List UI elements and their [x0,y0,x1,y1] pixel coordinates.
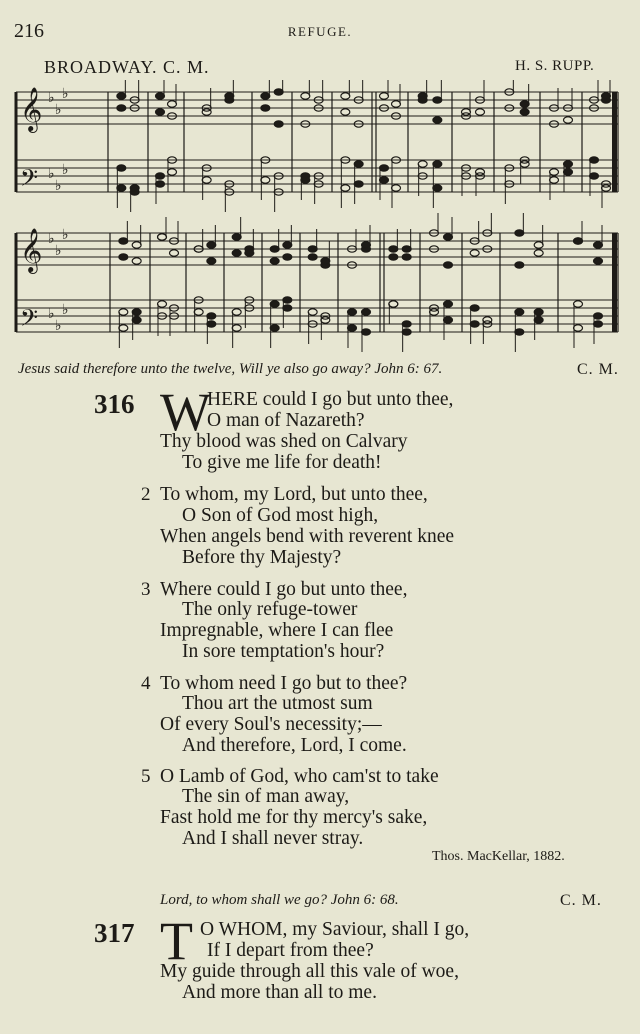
note-head [380,177,389,183]
hymn-316-s1-line3: Thy blood was shed on Calvary [160,431,408,452]
hymn-316-s4-number: 4 [141,673,151,694]
hymn-316-s4-line3: Of every Soul's necessity;— [160,714,382,735]
hymn-317-s1-line4: And more than all to me. [182,982,377,1003]
note-head [534,242,543,248]
note-head [470,321,479,327]
note-head [194,309,203,315]
note-head [380,165,389,171]
note-head [308,254,317,260]
note-head [520,109,529,115]
hymn-316-s5-line4: And I shall never stray. [182,828,364,849]
note-head [283,254,292,260]
note-head [168,169,177,175]
note-head [270,258,279,264]
note-head [283,242,292,248]
note-head [430,309,439,315]
hymn-317-s1-line3: My guide through all this vale of woe, [160,961,459,982]
note-head [270,301,279,307]
note-head [207,313,216,319]
note-head [444,234,453,240]
hymn-316-s2-line2: O Son of God most high, [182,505,379,526]
note-head [132,317,141,323]
note-head [534,309,543,315]
note-head [444,301,453,307]
note-head [444,317,453,323]
note-head [341,109,350,115]
note-head [550,169,559,175]
note-head [341,93,350,99]
tune-name: BROADWAY. C. M. [44,57,210,77]
note-head [261,105,270,111]
flat-sign: ♭ [55,178,62,194]
hymn-317-s1-line1-rest: , my Saviour, shall I go, [282,919,470,940]
note-head [389,254,398,260]
note-head [132,242,141,248]
note-head [574,325,583,331]
hymn-316-s1-line2: O man of Nazareth? [207,410,365,431]
note-head [117,185,126,191]
hymn-316-s1-line1-rest: could I go but unto thee, [257,389,454,410]
note-head [170,250,179,256]
note-head [389,246,398,252]
note-head [270,246,279,252]
flat-sign: ♭ [48,166,55,182]
hymn-316-attribution: Thos. MacKellar, 1882. [432,849,565,864]
note-head [270,325,279,331]
note-head [117,105,126,111]
note-head [156,93,165,99]
note-head [362,309,371,315]
note-head [362,242,371,248]
note-head [119,254,128,260]
note-head [261,93,270,99]
final-barline [612,92,617,192]
note-head [119,309,128,315]
flat-sign: ♭ [62,162,69,178]
note-head [380,93,389,99]
note-head [515,309,524,315]
note-head [392,185,401,191]
hymn-317-s1-line2: If I depart from thee? [207,940,374,961]
note-head [418,97,427,103]
note-head [132,309,141,315]
note-head [433,185,442,191]
hymn-316-s3-line1: Where could I go but unto thee, [160,579,408,600]
flat-sign: ♭ [55,102,62,118]
hymn-316-number: 316 [94,389,135,419]
note-head [402,254,411,260]
flat-sign: ♭ [62,302,69,318]
note-head [602,93,611,99]
note-head [402,246,411,252]
note-head [564,117,573,123]
note-head [158,301,167,307]
note-head [283,297,292,303]
hymn-316-s4-line4: And therefore, Lord, I come. [182,735,407,756]
hymn-316-s3-number: 3 [141,579,151,600]
final-barline [612,233,617,332]
note-head [348,325,357,331]
hymn-317-drop-cap: T [160,911,193,971]
note-head [202,109,211,115]
composer: H. S. RUPP. [515,58,595,74]
hymn-316-s2-number: 2 [141,484,151,505]
note-head [433,117,442,123]
note-head [341,185,350,191]
note-head [274,121,283,127]
hymn-317-s1-smallcaps: O WHOM [200,919,283,940]
note-head [594,242,603,248]
hymn-316-s5-line2: The sin of man away, [182,786,350,807]
flat-sign: ♭ [55,318,62,334]
note-head [301,93,310,99]
note-head [158,234,167,240]
note-head [283,305,292,311]
note-head [308,309,317,315]
hymn-317-epigraph: Lord, to whom shall we go? John 6: 68. [160,892,399,908]
note-head [574,238,583,244]
note-head [245,250,254,256]
hymn-316-s1-line1 [207,389,453,411]
note-head [476,169,485,175]
treble-clef: 𝄞 [20,228,43,272]
note-head [564,169,573,175]
note-head [225,93,234,99]
note-head [117,165,126,171]
note-head [483,317,492,323]
note-head [402,329,411,335]
note-head [354,161,363,167]
hymn-316-s3-line2: The only refuge-tower [182,599,358,620]
note-head [433,161,442,167]
note-head [462,109,471,115]
hymn-316-s5-line1: O Lamb of God, who cam'st to take [160,766,439,787]
flat-sign: ♭ [48,231,55,247]
hymn-316-s5-number: 5 [141,766,151,787]
note-head [261,177,270,183]
running-head: REFUGE. [287,24,353,39]
note-head [515,262,524,268]
hymn-316-s4-line2: Thou art the utmost sum [182,693,373,714]
flat-sign: ♭ [62,86,69,102]
note-head [119,238,128,244]
note-head [348,309,357,315]
note-head [202,177,211,183]
note-head [117,93,126,99]
music-score [0,80,640,355]
note-head [156,109,165,115]
note-head [520,161,529,167]
note-head [132,258,141,264]
hymn-316-s2-line1: To whom, my Lord, but unto thee, [160,484,428,505]
treble-clef: 𝄞 [20,87,43,131]
note-head [232,325,241,331]
note-head [444,262,453,268]
hymn-317-s1-line1 [200,919,469,941]
hymn-316-drop-cap: W [160,382,211,442]
note-head [232,309,241,315]
note-head [301,177,310,183]
note-head [130,185,139,191]
hymn-317-meter: C. M. [560,892,602,909]
note-head [574,301,583,307]
note-head [389,301,398,307]
note-head [168,101,177,107]
note-head [392,101,401,107]
hymn-316-s2-line4: Before thy Majesty? [182,547,342,568]
hymn-316-s3-line3: Impregnable, where I can flee [160,620,394,641]
note-head [534,250,543,256]
page-number: 216 [14,20,44,42]
note-head [119,325,128,331]
note-head [362,329,371,335]
note-head [515,230,524,236]
note-head [232,234,241,240]
hymn-316-meter: C. M. [577,361,619,378]
note-head [564,161,573,167]
note-head [594,313,603,319]
note-head [207,258,216,264]
note-head [476,109,485,115]
note-head [470,305,479,311]
note-head [321,258,330,264]
hymn-316-epigraph: Jesus said therefore unto the twelve, Will ye also go away? John 6: 67. [18,361,443,377]
note-head [156,173,165,179]
note-head [354,181,363,187]
note-head [594,258,603,264]
hymn-317-number: 317 [94,918,135,948]
hymn-316-s4-line1: To whom need I go but to thee? [160,673,408,694]
hymn-316-s1-line4: To give me life for death! [182,452,382,473]
note-head [433,97,442,103]
note-head [232,250,241,256]
note-head [590,157,599,163]
note-head [402,321,411,327]
note-head [550,177,559,183]
note-head [534,317,543,323]
flat-sign: ♭ [48,90,55,106]
note-head [602,185,611,191]
note-head [590,173,599,179]
flat-sign: ♭ [55,243,62,259]
flat-sign: ♭ [48,306,55,322]
note-head [207,321,216,327]
note-head [515,329,524,335]
hymn-316-s5-line3: Fast hold me for thy mercy's sake, [160,807,428,828]
flat-sign: ♭ [62,227,69,243]
note-head [594,321,603,327]
hymn-316-s1-smallcaps: HERE [207,389,258,410]
note-head [207,242,216,248]
note-head [308,246,317,252]
note-head [470,250,479,256]
bass-clef: 𝄢 [20,304,39,337]
bass-clef: 𝄢 [20,164,39,197]
note-head [156,181,165,187]
note-head [321,317,330,323]
note-head [418,161,427,167]
note-head [520,101,529,107]
note-head [274,89,283,95]
hymn-316-s3-line4: In sore temptation's hour? [182,641,385,662]
hymn-316-s2-line3: When angels bend with reverent knee [160,526,455,547]
